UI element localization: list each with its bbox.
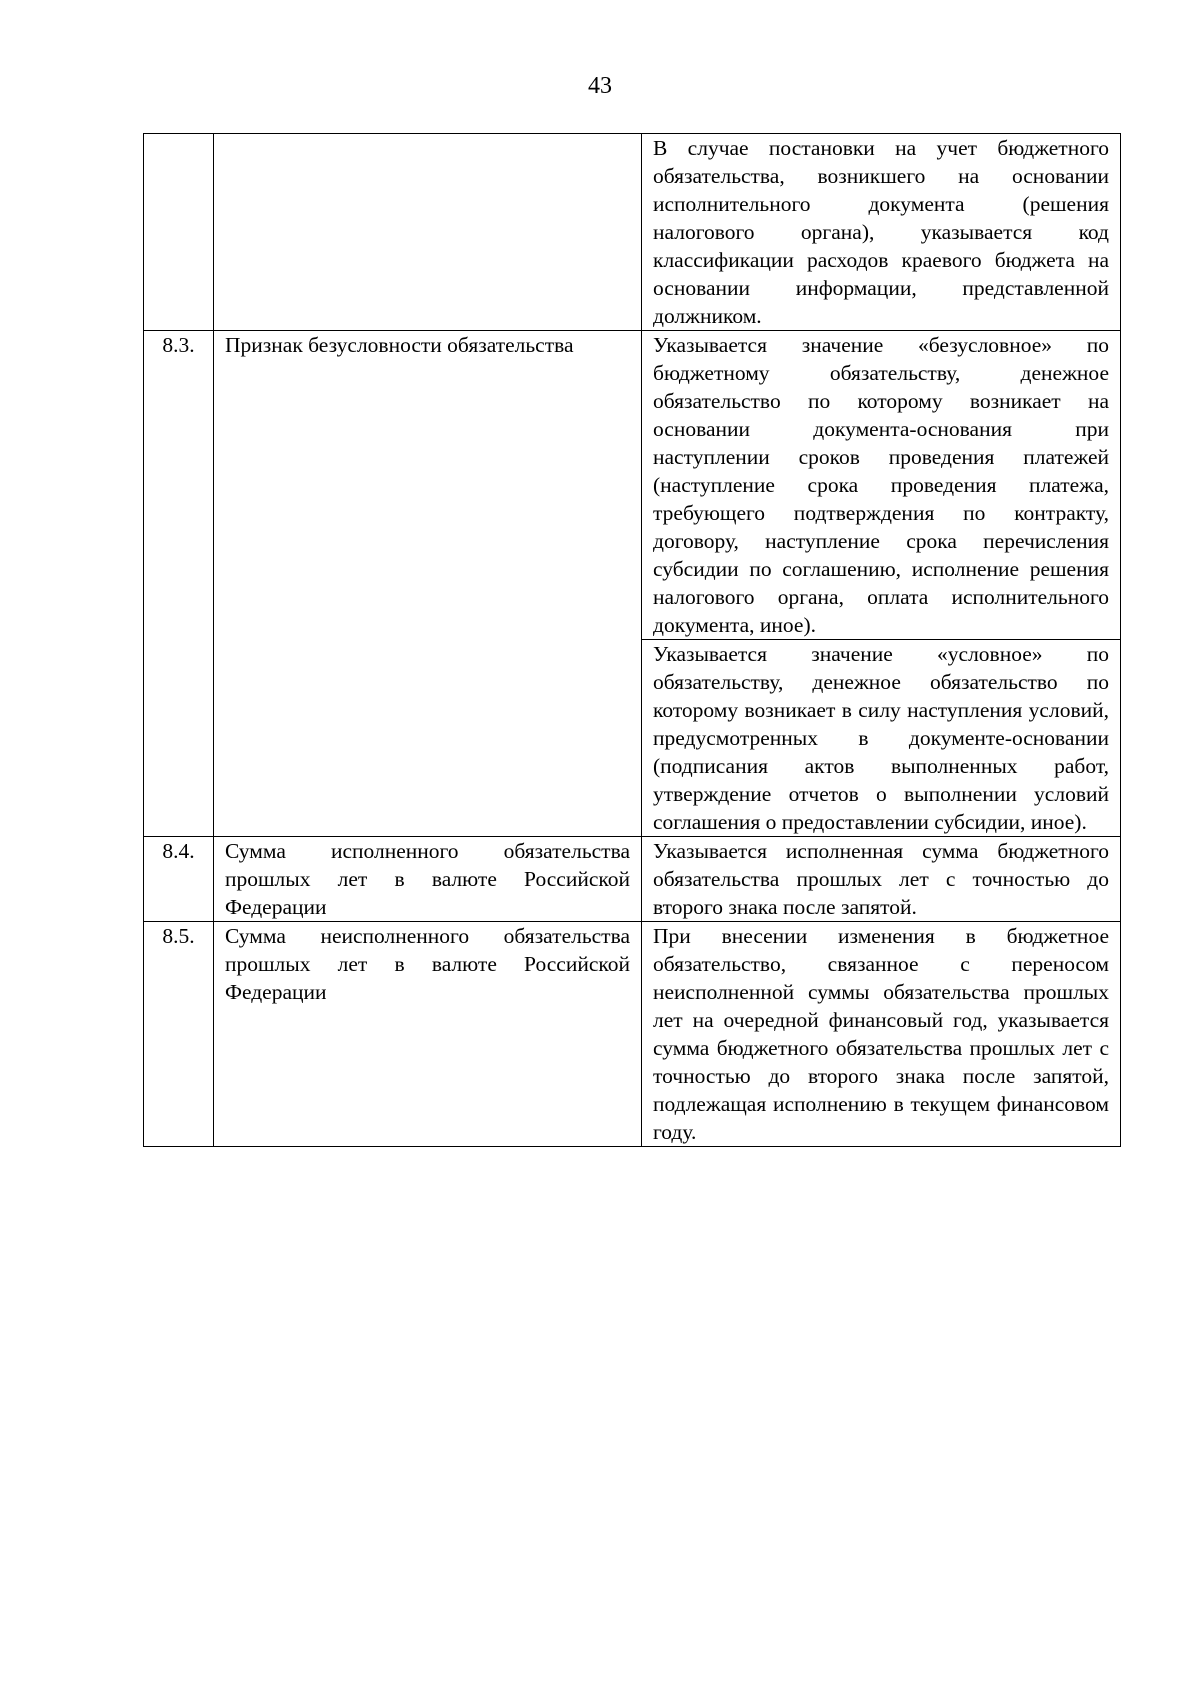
row-description: При внесении изменения в бюджетное обязательство, связанное с переносом неисполненной суммы обязательства прошлых лет на очередной финансовый год, указывается сумма бюджетного обязательства прошлых лет с точностью до второго знака после запятой, подлежащая исполнению в текущем финансовом году.	[642, 922, 1121, 1147]
row-name: Сумма неисполненного обязательства прошлых лет в валюте Российской Федерации	[214, 922, 642, 1147]
document-table	[143, 133, 1121, 1147]
row-name: Признак безусловности обязательства	[214, 331, 642, 837]
row-name	[214, 134, 642, 331]
row-description-conditional: Указывается значение «условное» по обязательству, денежное обязательство по которому возникает в силу наступления условий, предусмотренных в документе-основании (подписания актов выполненных работ, утверждение отчетов о выполнении условий соглашения о предоставлении субсидии, иное).	[642, 640, 1121, 837]
row-description: Указывается значение «безусловное» по бюджетному обязательству, денежное обязательство по которому возникает на основании документа-основания при наступлении сроков проведения платежей (наступление срока проведения платежа, требующего подтверждения по контракту, договору, наступление срока перечисления субсидии по соглашению, исполнение решения налогового органа, оплата исполнительного документа, иное).	[642, 331, 1121, 640]
row-number: 8.3.	[144, 331, 214, 837]
table-row	[144, 922, 1121, 1147]
row-number: 8.4.	[144, 837, 214, 922]
row-number	[144, 134, 214, 331]
row-description: Указывается исполненная сумма бюджетного обязательства прошлых лет с точностью до второго знака после запятой.	[642, 837, 1121, 922]
page-number: 43	[588, 73, 612, 99]
table-row	[144, 837, 1121, 922]
row-number: 8.5.	[144, 922, 214, 1147]
table-row	[144, 134, 1121, 331]
row-name: Сумма исполненного обязательства прошлых лет в валюте Российской Федерации	[214, 837, 642, 922]
row-description: В случае постановки на учет бюджетного обязательства, возникшего на основании исполнительного документа (решения налогового органа), указывается код классификации расходов краевого бюджета на основании информации, представленной должником.	[642, 134, 1121, 331]
table-row	[144, 331, 1121, 640]
